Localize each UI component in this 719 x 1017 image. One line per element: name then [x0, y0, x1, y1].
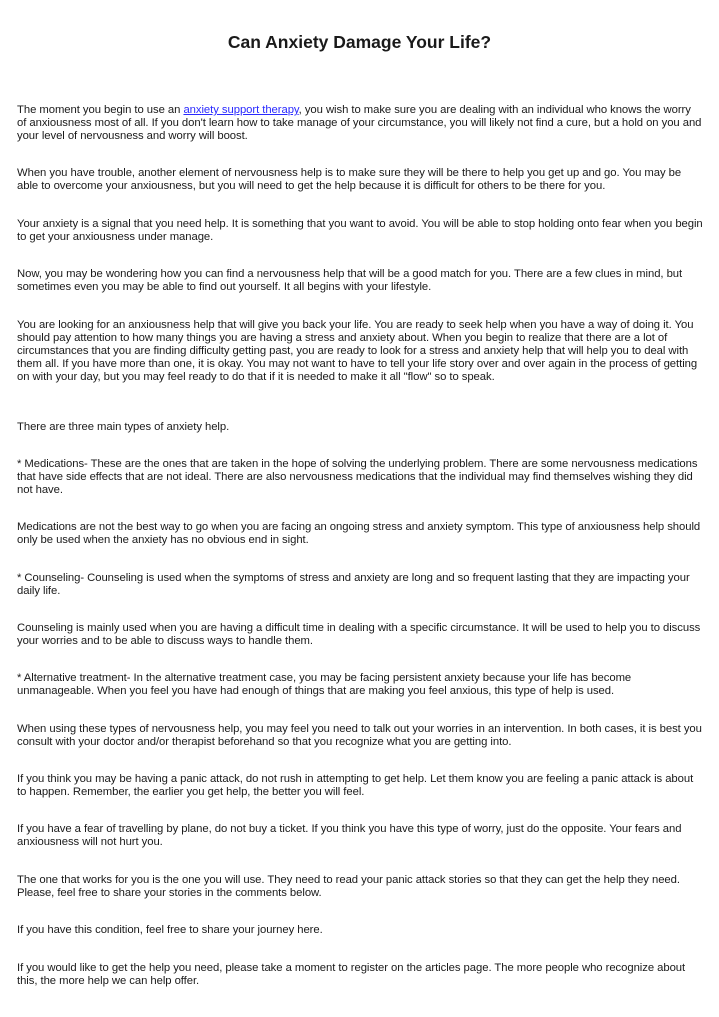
intro-text-before: The moment you begin to use an [17, 104, 184, 116]
intro-paragraph [17, 104, 703, 143]
paragraph: Now, you may be wondering how you can find a nervousness help that will be a good match for you. There are a few clues in mind, but sometimes even you may be able to find out yourself. It all begins with your lifestyle. [17, 268, 683, 293]
paragraph: * Medications- These are the ones that are taken in the hope of solving the underlying problem. There are some nervousness medications that have side effects that are not ideal. There are also nervousness medications that the individual may find themselves wishing they did not have. [17, 458, 698, 496]
paragraph: If you think you may be having a panic attack, do not rush in attempting to get help. Let them know you are feeling a panic attack is about to happen. Remember, the earlier you get help, the better you will feel. [17, 773, 694, 798]
paragraph: When you have trouble, another element of nervousness help is to make sure they will be there to help you get up and go. You may be able to overcome your anxiousness, but you will need to get the help because it is difficult for others to be there for you. [17, 167, 682, 192]
paragraph: There are three main types of anxiety help. [17, 421, 230, 433]
intro-text-after: , you wish to make sure you are dealing with an individual who knows the worry of anxiousness most of all. If you don't learn how to take manage of your circumstance, you will likely not find a cure, but a hold on you and your level of nervousness and worry will boost. [17, 104, 702, 142]
paragraph: When using these types of nervousness help, you may feel you need to talk out your worries in an intervention. In both cases, it is best you consult with your doctor and/or therapist beforehand so that you recognize what you are getting into. [17, 723, 702, 748]
paragraph: If you have this condition, feel free to share your journey here. [17, 924, 323, 936]
paragraph: Medications are not the best way to go when you are facing an ongoing stress and anxiety symptom. This type of anxiousness help should only be used when the anxiety has no obvious end in sight. [17, 521, 701, 546]
paragraph: If you have a fear of travelling by plane, do not buy a ticket. If you think you have this type of worry, just do the opposite. Your fears and anxiousness will not hurt you. [17, 823, 682, 848]
paragraph: * Alternative treatment- In the alternative treatment case, you may be facing persistent anxiety because your life has become unmanageable. When you feel you have had enough of things that are making you feel anxious, this type of help is used. [17, 672, 632, 697]
paragraph: The one that works for you is the one you will use. They need to read your panic attack stories so that they can get the help they need. Please, feel free to share your stories in the comments below. [17, 874, 680, 899]
paragraph: Your anxiety is a signal that you need help. It is something that you want to avoid. You will be able to stop holding onto fear when you begin to get your anxiousness under manage. [17, 218, 703, 243]
paragraph: If you would like to get the help you need, please take a moment to register on the articles page. The more people who recognize about this, the more help we can help offer. [17, 962, 686, 987]
anxiety-support-therapy-link[interactable]: anxiety support therapy [183, 104, 299, 116]
paragraph: You are looking for an anxiousness help that will give you back your life. You are ready to seek help when you have a way of doing it. You should pay attention to how many things you are having a stress and anxiety about. When you begin to realize that there are a lot of circumstances that you are finding difficulty getting past, you are ready to look for a stress and anxiety help that will help you to deal with them all. If you have more than one, it is okay. You may not want to have to tell your life story over and over again in the process of getting on with your day, but you may feel ready to do that if it is needed to make it all "flow" so to speak. [17, 319, 698, 383]
paragraph: * Counseling- Counseling is used when the symptoms of stress and anxiety are long and so frequent lasting that they are impacting your daily life. [17, 572, 690, 597]
paragraph: Counseling is mainly used when you are having a difficult time in dealing with a specific circumstance. It will be used to help you to discuss your worries and to be able to discuss ways to handle them. [17, 622, 701, 647]
page-title: Can Anxiety Damage Your Life? [227, 32, 492, 52]
